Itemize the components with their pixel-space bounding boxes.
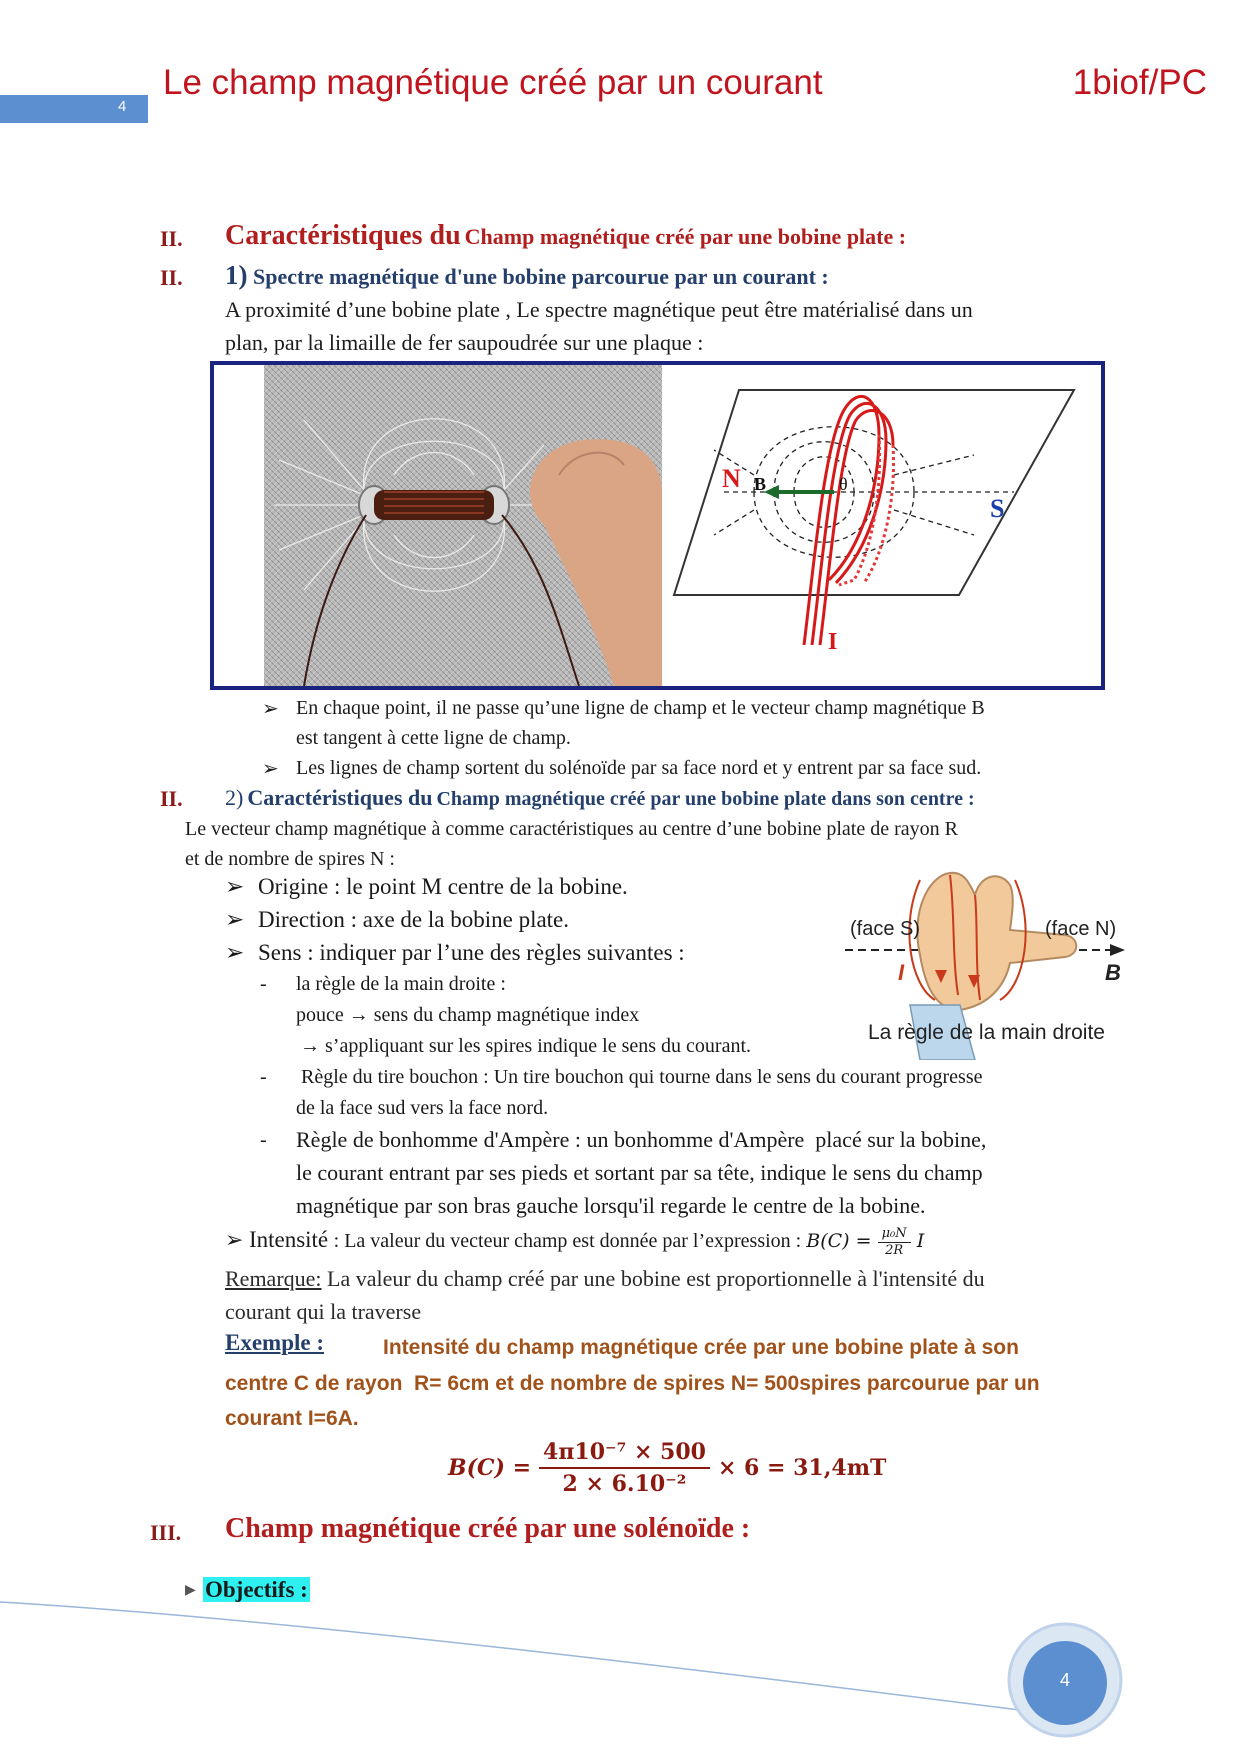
bullet-2 bbox=[262, 753, 279, 784]
rule-3-line1: Règle de bonhomme d'Ampère : un bonhomme d'Ampère placé sur la bobine, bbox=[296, 1127, 987, 1152]
sub-1-numeral: II. bbox=[160, 265, 183, 290]
sub-2-number: 2) bbox=[225, 785, 244, 810]
iron-filings-photo bbox=[264, 365, 662, 686]
intensity-text: : La valeur du vecteur champ est donnée par l’expression : bbox=[333, 1230, 807, 1252]
diagram-label-theta: θ bbox=[839, 474, 848, 494]
bullet-arrow-icon: ➢ bbox=[225, 907, 245, 933]
rule-3-line3: magnétique par son bras gauche lorsqu'il regarde le centre de la bobine. bbox=[296, 1193, 926, 1218]
sub-2-title-small: Champ magnétique créé par une bobine plate dans son centre : bbox=[436, 788, 975, 810]
hand-label-i: I bbox=[898, 960, 905, 985]
footer-page-number: 4 bbox=[1059, 1670, 1070, 1690]
sub-2-title-big: Caractéristiques du bbox=[247, 785, 433, 810]
diagram-label-b: B bbox=[754, 474, 767, 494]
sub-2-intro-line2: et de nombre de spires N : bbox=[185, 848, 395, 870]
sub-1-heading bbox=[225, 260, 829, 291]
rule-1-line1: la règle de la main droite : bbox=[296, 973, 506, 995]
hand-label-face-s: (face S) bbox=[850, 918, 921, 940]
example-formula-fraction bbox=[539, 1437, 710, 1499]
objectives-label: Objectifs : bbox=[205, 1577, 308, 1602]
section-2-title-small: Champ magnétique créé par une bobine plate : bbox=[464, 224, 907, 249]
objectives-triangle-icon: ▶ bbox=[185, 1583, 196, 1598]
example-line1: Intensité du champ magnétique crée par une bobine plate à son bbox=[383, 1336, 1019, 1359]
sub-2-heading bbox=[225, 785, 975, 811]
bullet-arrow-icon: ➢ bbox=[225, 874, 245, 900]
sub-1-text-line1: A proximité d’une bobine plate , Le spectre magnétique peut être matérialisé dans un bbox=[225, 297, 973, 322]
intensity-label: Intensité bbox=[248, 1227, 329, 1252]
rule-1-line3: → s’appliquant sur les spires indique le sens du courant. bbox=[300, 1035, 752, 1057]
diagram-label-s: S bbox=[990, 494, 1005, 523]
intensity-line bbox=[225, 1222, 924, 1259]
origin-text: Origine : le point M centre de la bobine. bbox=[258, 874, 628, 899]
page-title: Le champ magnétique créé par un courant bbox=[163, 63, 823, 102]
hand-figure-caption: La règle de la main droite bbox=[868, 1021, 1105, 1044]
general-formula-denominator: 2R bbox=[885, 1242, 904, 1258]
hand-label-b: B bbox=[1105, 960, 1121, 985]
bullet-1 bbox=[262, 693, 279, 724]
sub-1-title: Spectre magnétique d'une bobine parcourue par un courant : bbox=[253, 264, 829, 289]
rule-2-line2: de la face sud vers la face nord. bbox=[296, 1097, 549, 1119]
example-formula-rhs: × 6 = 31,4mT bbox=[717, 1455, 887, 1481]
rule-3-line2: le courant entrant par ses pieds et sortant par sa tête, indique le sens du champ bbox=[296, 1160, 983, 1185]
bullet-1-line2: est tangent à cette ligne de champ. bbox=[296, 727, 571, 749]
general-formula-rhs: I bbox=[916, 1230, 925, 1252]
section-3-numeral: III. bbox=[150, 1520, 182, 1545]
remark-line2: courant qui la traverse bbox=[225, 1299, 422, 1324]
example-formula-denominator: 2 × 6.10⁻² bbox=[562, 1471, 687, 1497]
section-3-title: Champ magnétique créé par une solénoïde : bbox=[225, 1513, 751, 1544]
example-formula-numerator: 4π10⁻⁷ × 500 bbox=[539, 1437, 710, 1469]
origin-bullet bbox=[225, 870, 244, 904]
class-label: 1biof/PC bbox=[1072, 63, 1207, 102]
section-2-heading bbox=[225, 220, 906, 252]
example-line2: centre C de rayon R= 6cm et de nombre de spires N= 500spires parcourue par un bbox=[225, 1372, 1040, 1395]
general-formula-numerator: μ₀N bbox=[878, 1226, 911, 1243]
magnetic-spectrum-figure bbox=[210, 361, 1105, 690]
sub-1-number: 1) bbox=[225, 260, 248, 290]
sub-2-intro-line1: Le vecteur champ magnétique à comme caractéristiques au centre d’une bobine plate de rayon R bbox=[185, 818, 958, 840]
sub-2-numeral: II. bbox=[160, 786, 183, 811]
section-2-title-big: Caractéristiques du bbox=[225, 220, 461, 251]
bullet-arrow-icon: ➢ bbox=[225, 1228, 244, 1253]
coil-field-diagram bbox=[674, 390, 1074, 655]
rule-2-line1: Règle du tire bouchon : Un tire bouchon qui tourne dans le sens du courant progresse bbox=[296, 1066, 983, 1088]
direction-bullet bbox=[225, 903, 244, 937]
rule-1-dash: - bbox=[260, 973, 267, 995]
general-formula bbox=[806, 1225, 925, 1258]
example-formula bbox=[448, 1437, 886, 1499]
remark-line1 bbox=[225, 1262, 985, 1295]
example-line3: courant I=6A. bbox=[225, 1407, 359, 1430]
rule-1-line2: pouce → sens du champ magnétique index bbox=[296, 1004, 640, 1026]
bullet-arrow-icon: ➢ bbox=[262, 696, 279, 720]
sens-bullet bbox=[225, 936, 244, 970]
rule-3-dash: - bbox=[260, 1129, 267, 1151]
example-label: Exemple : bbox=[225, 1330, 325, 1355]
direction-text: Direction : axe de la bobine plate. bbox=[258, 907, 570, 932]
general-formula-lhs: B(C) = bbox=[806, 1230, 872, 1252]
remark-text: La valeur du champ créé par une bobine est proportionnelle à l'intensité du bbox=[321, 1266, 985, 1291]
section-2-numeral: II. bbox=[160, 226, 183, 251]
sens-text: Sens : indiquer par l’une des règles suivantes : bbox=[258, 940, 685, 965]
sub-1-text-line2: plan, par la limaille de fer saupoudrée sur une plaque : bbox=[225, 330, 704, 355]
diagram-label-i: I bbox=[828, 629, 838, 655]
hand-label-face-n: (face N) bbox=[1045, 918, 1117, 940]
diagram-label-n: N bbox=[722, 464, 741, 493]
bullet-arrow-icon: ➢ bbox=[225, 940, 245, 966]
example-formula-lhs: B(C) = bbox=[448, 1455, 532, 1481]
remark-label: Remarque: bbox=[225, 1266, 322, 1291]
header-page-number: 4 bbox=[118, 98, 127, 115]
rule-2-dash: - bbox=[260, 1066, 267, 1088]
footer-decoration bbox=[0, 1590, 1240, 1754]
bullet-1-line1: En chaque point, il ne passe qu’une ligne de champ et le vecteur champ magnétique B bbox=[296, 697, 985, 719]
bullet-arrow-icon: ➢ bbox=[262, 756, 279, 780]
magnetic-spectrum-illustration bbox=[214, 365, 1101, 686]
general-formula-fraction bbox=[878, 1226, 911, 1259]
bullet-2-text: Les lignes de champ sortent du solénoïde par sa face nord et y entrent par sa face sud. bbox=[296, 757, 982, 779]
